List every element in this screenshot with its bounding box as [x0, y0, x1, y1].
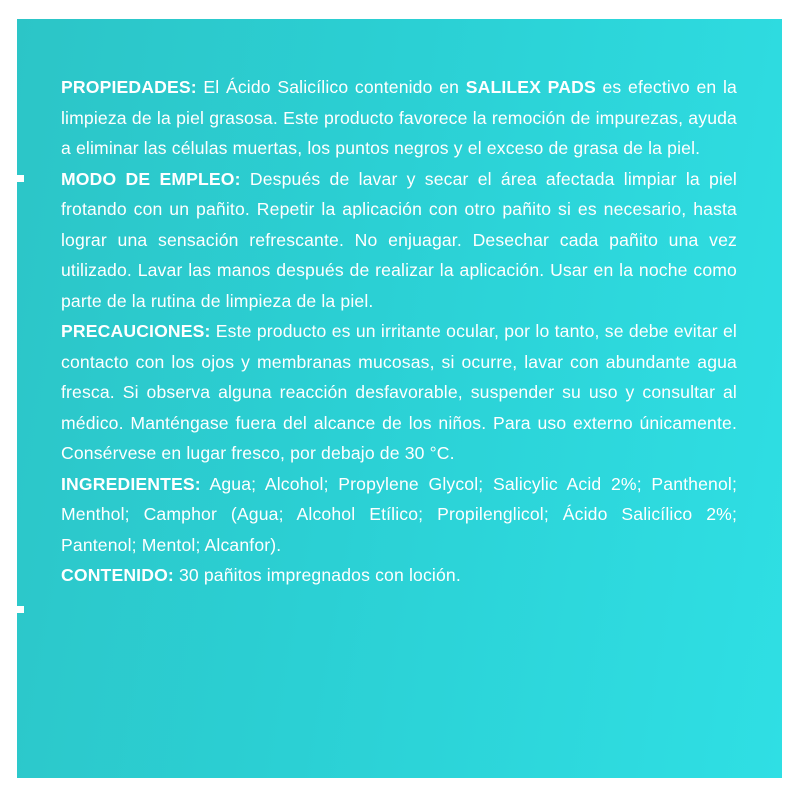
ingredientes-heading: INGREDIENTES: [61, 473, 201, 494]
propiedades-text: es efectivo en la limpieza de la piel grasosa. Este producto favorece la remoción de impurezas, ayuda a eliminar las células muertas, los puntos negros y el exceso de grasa de la piel. [61, 77, 737, 158]
brand-name: SALILEX PADS [465, 77, 596, 97]
modo-de-empleo-heading: MODO DE EMPLEO: [61, 168, 241, 189]
contenido-text: 30 pañitos impregnados con loción. [173, 565, 461, 585]
section-propiedades [61, 72, 737, 164]
edge-notch-upper [17, 175, 24, 182]
propiedades-heading: PROPIEDADES: [61, 77, 197, 97]
modo-de-empleo-text: Después de lavar y secar el área afectada limpiar la piel frotando con un pañito. Repetir la aplicación con otro pañito si es necesario, hasta lograr una sensación refrescante. No enjuagar. Desechar cada pañito una vez utilizado. Lavar las manos después de realizar la aplicación. Usar en la noche como parte de la rutina de limpieza de la piel. [61, 168, 737, 311]
contenido-heading: CONTENIDO: [61, 565, 174, 585]
propiedades-text-intro: El Ácido Salicílico contenido en [196, 77, 466, 97]
section-modo-de-empleo [61, 164, 737, 317]
section-contenido [61, 560, 737, 591]
precauciones-heading: PRECAUCIONES: [61, 321, 211, 341]
label-text-block [61, 72, 737, 591]
precauciones-text: Este producto es un irritante ocular, por lo tanto, se debe evitar el contacto con los ojos y membranas mucosas, si ocurre, lavar con abundante agua fresca. Si observa alguna reacción desfavorable, suspender su uso y consultar al médico. Manténgase fuera del alcance de los niños. Para uso externo únicamente. Consérvese en lugar fresco, por debajo de 30 °C. [61, 321, 737, 463]
section-precauciones [61, 316, 737, 469]
ingredientes-text: Agua; Alcohol; Propylene Glycol; Salicylic Acid 2%; Panthenol; Menthol; Camphor (Agua; Alcohol Etílico; Propilenglicol; Ácido Salicílico 2%; Pantenol; Mentol; Alcanfor). [61, 473, 737, 555]
edge-notch-lower [17, 606, 24, 613]
section-ingredientes [61, 469, 737, 561]
